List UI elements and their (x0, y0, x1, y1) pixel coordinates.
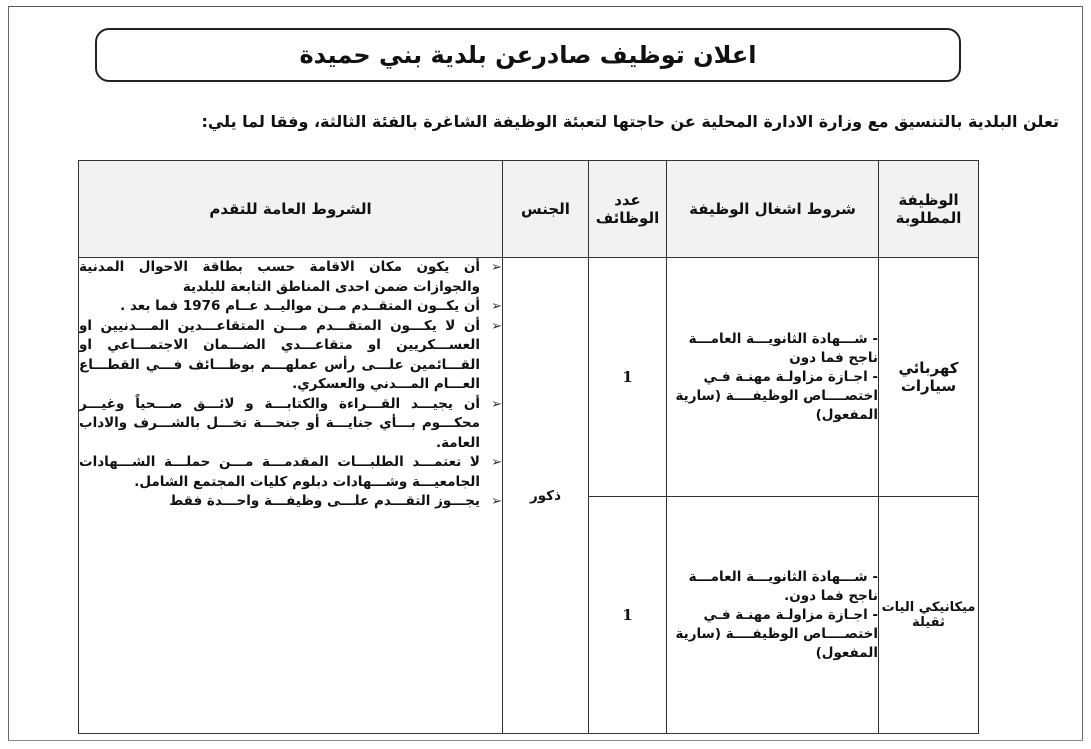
arrow-bullet-icon: ➢ (491, 455, 502, 470)
announcement-title: اعلان توظيف صادرعن بلدية بني حميدة (299, 41, 757, 69)
job-conditions (667, 258, 879, 497)
arrow-bullet-icon: ➢ (491, 396, 502, 412)
job-count: 1 (589, 258, 667, 497)
list-item: ➢ أن يكــون المتقــدم مــن مواليــد عــام 1976 فما بعد . (79, 297, 502, 317)
table-row (79, 258, 979, 497)
job-conditions (667, 497, 879, 734)
page-border-bottom (8, 740, 1083, 741)
job-count: 1 (589, 497, 667, 734)
list-item: ➢ أن يكون مكان الاقامة حسب بطاقة الاحوال المدنية والجوازات ضمن احدى المناطق التابعة للبلدية (79, 259, 502, 295)
arrow-bullet-icon: ➢ (491, 318, 502, 334)
arrow-bullet-icon: ➢ (491, 260, 502, 275)
header-count: عدد الوظائف (589, 161, 667, 258)
list-item: ➢ أن لا يكـــون المتقـــدم مـــن المتقاعـــدين المـــدنيين او العســـكريين او متقاعـــدي الضـــمان الاجتمـــاعي او القـــائمين علـــى رأس عملهـــم بوظـــائف فـــي القطـــاع العـــام المـــدني والعسكري. (79, 317, 502, 392)
condition-line: - اجـازة مزاولـة مهنـة فـي اختصــــاص الوظيفــــة (سارية المفعول) (675, 606, 878, 661)
list-item: ➢ لا تعتمـــد الطلبـــات المقدمـــة مـــن حملـــة الشـــهادات الجامعيـــة وشـــهادات دبلوم كليات المجتمع الشامل. (79, 454, 502, 490)
condition-line: - شـــهادة الثانويـــة العامـــة ناجح فما دون (688, 330, 878, 366)
header-job: الوظيفة المطلوبة (879, 161, 979, 258)
condition-line: - اجـازة مزاولـة مهنـة فـي اختصــــاص الوظيفــــة (سارية المفعول) (675, 368, 878, 423)
announcement-title-box (95, 28, 961, 82)
gender-cell: ذكور (503, 258, 589, 734)
job-title: ميكانيكي اليات ثقيلة (879, 497, 979, 734)
list-item: ➢ أن يجيـــد القـــراءة والكتابـــة و لائـــق صـــحياً وغيـــر محكـــوم بـــأي جنايـــة أو جنحـــة تخـــل بالشـــرف والاداب العامة. (79, 395, 502, 451)
jobs-table (78, 160, 979, 734)
table-header-row (79, 161, 979, 258)
job-title: كهربائي سيارات (879, 258, 979, 497)
page-border-right (1082, 6, 1083, 740)
general-conditions-cell (79, 258, 503, 734)
header-gender: الجنس (503, 161, 589, 258)
arrow-bullet-icon: ➢ (491, 299, 502, 314)
page-border-top (8, 6, 1083, 7)
announcement-intro: تعلن البلدية بالتنسيق مع وزارة الادارة المحلية عن حاجتها لتعبئة الوظيفة الشاغرة بالفئة الثالثة، وفقا لما يلي: (201, 112, 1059, 131)
condition-line: - شـــهادة الثانويـــة العامـــة ناجح فما دون. (688, 568, 878, 604)
header-general: الشروط العامة للتقدم (79, 161, 503, 258)
page-border-left (8, 6, 9, 740)
arrow-bullet-icon: ➢ (491, 494, 502, 509)
list-item: ➢ يجـــوز التقـــدم علـــى وظيفـــة واحـــدة فقط (79, 492, 502, 512)
general-conditions-list (79, 258, 502, 512)
header-conditions: شروط اشغال الوظيفة (667, 161, 879, 258)
